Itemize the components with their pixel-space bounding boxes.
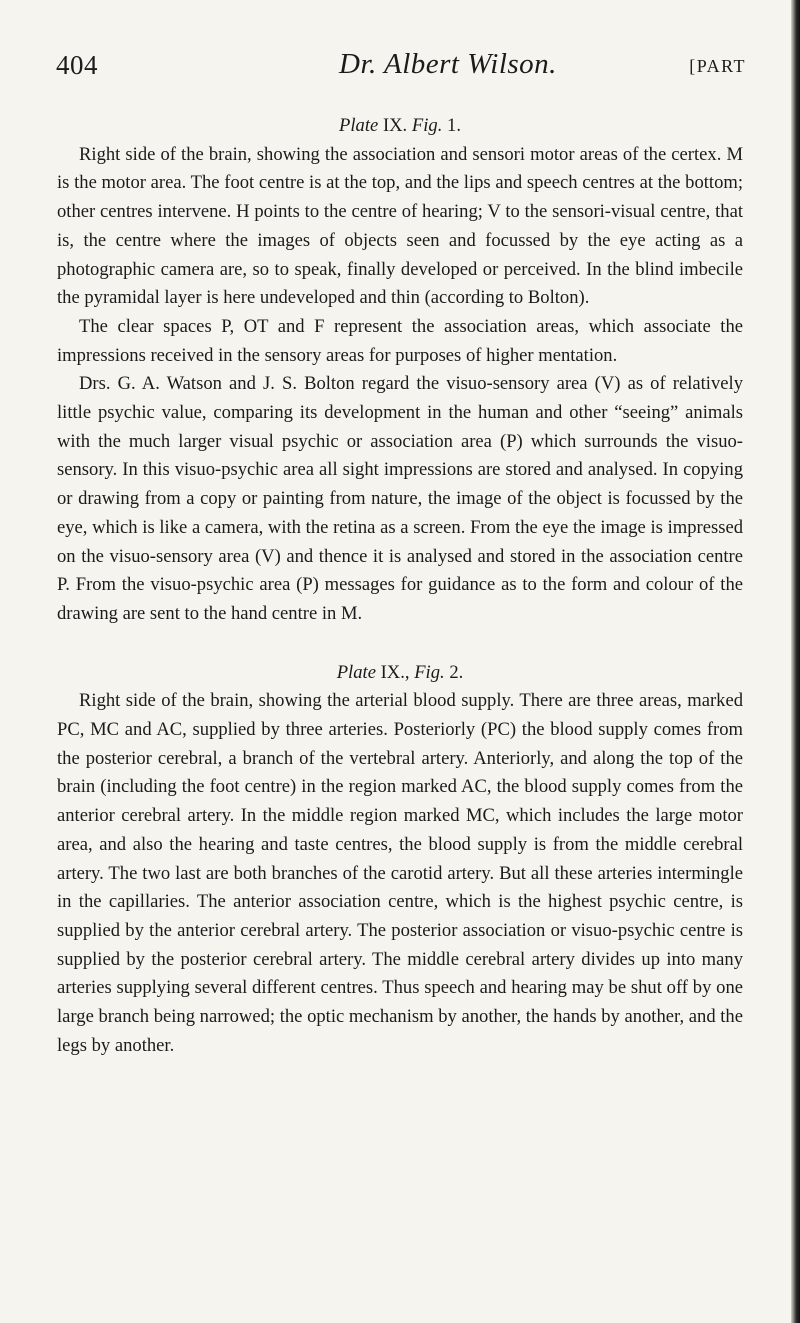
- paragraph: Right side of the brain, showing the association and sensori motor areas of the certex. M is the motor area. The foot centre is at the top, and the lips and speech centres at the bottom; other centres intervene. H points to the centre of hearing; V to the sensori-visual centre, that is, the centre where the images of objects seen and focussed by the eye acting as a photographic camera are, so to speak, finally developed or perceived. In the blind imbecile the pyramidal layer is here undeveloped and thin (according to Bolton).: [57, 143, 743, 309]
- part-label: [PART: [689, 56, 746, 76]
- paragraph: Drs. G. A. Watson and J. S. Bolton regard the visuo-sensory area (V) as of relatively little psychic value, comparing its development in the human and other “seeing” animals with the much larger visual psychic or association area (P) which surrounds the visuo-sensory. In this visuo-psychic area all sight impressions are stored and analysed. In copying or drawing from a copy or painting from nature, the image of the object is focussed by the eye, which is like a camera, with the retina as a screen. From the eye the image is impressed on the visuo-sensory area (V) and thence it is analysed and stored in the association centre P. From the visuo-psychic area (P) messages for guidance as to the form and colour of the drawing are sent to the hand centre in M.: [57, 373, 743, 624]
- caption-plate-number: IX.: [382, 115, 408, 136]
- caption-plate-word: Plate: [339, 115, 379, 136]
- running-title: Dr. Albert Wilson.: [339, 48, 557, 80]
- caption-plate-number: IX.,: [380, 661, 410, 683]
- page-number: 404: [56, 50, 98, 80]
- paragraph: Right side of the brain, showing the arterial blood supply. There are three areas, marked PC, MC and AC, supplied by three arteries. Posteriorly (PC) the blood supply comes from the posterior cerebral, a branch of the vertebral artery. Anteriorly, and along the top of the brain (including the foot centre) in the region marked AC, the blood supply comes from the anterior cerebral artery. In the middle region marked MC, which includes the large motor area, and also the hearing and taste centres, the blood supply is from the middle cerebral artery. The two last are both branches of the carotid artery. But all these arteries intermingle in the capillaries. The anterior association centre, which is the highest psychic centre, is supplied by the anterior cerebral artery. The posterior association or visuo-psychic centre is supplied by the posterior cerebral artery. The middle cerebral artery divides up into many arteries supplying several different centres. Thus speech and hearing may be shut off by one large branch being narrowed; the optic mechanism by another, the hands by another, and the legs by another.: [57, 690, 743, 1056]
- figure-caption-2: [57, 659, 743, 688]
- caption-fig-number: 1.: [447, 115, 461, 136]
- paragraph: The clear spaces P, OT and F represent the association areas, which associate the impressions received in the sensory areas for purposes of higher mentation.: [57, 315, 743, 366]
- page-edge-shadow: [791, 0, 800, 1323]
- figure-caption-1: [57, 112, 743, 141]
- caption-plate-word: Plate: [336, 661, 376, 683]
- page-header: [56, 46, 746, 86]
- caption-fig-number: 2.: [449, 661, 464, 683]
- caption-fig-word: Fig.: [411, 115, 443, 136]
- caption-fig-word: Fig.: [414, 661, 445, 683]
- page-body: [57, 112, 743, 1061]
